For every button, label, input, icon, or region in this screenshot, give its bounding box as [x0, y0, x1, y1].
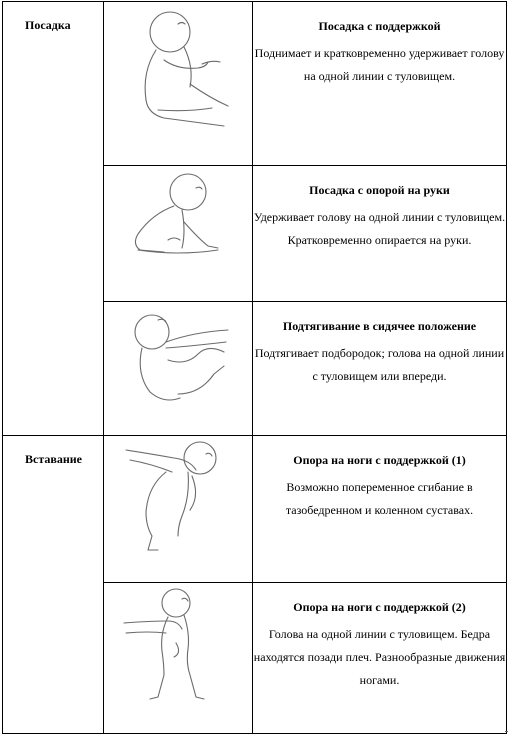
milestone-text: Подтягивает подбородок; голова на одной линии с туловищем или впереди. [254, 346, 505, 383]
motor-milestones-table [2, 1, 507, 734]
category-cell-sitting [3, 2, 104, 436]
description-cell [253, 302, 507, 436]
illustration-cell [104, 2, 253, 166]
milestone-title: Посадка с поддержкой [318, 19, 441, 33]
description-cell [253, 2, 507, 166]
category-label-standing: Вставание [25, 452, 83, 466]
baby-supported-standing-1-illustration [118, 436, 238, 556]
category-label-sitting: Посадка [25, 18, 71, 32]
baby-sitting-on-hands-illustration [118, 166, 238, 266]
corner-mark [505, 731, 508, 732]
milestone-title: Опора на ноги с поддержкой (2) [293, 600, 466, 614]
description-cell [253, 583, 507, 734]
milestone-title: Посадка с опорой на руки [309, 183, 450, 197]
milestone-text: Удерживает голову на одной линии с туловищем. Кратковременно опирается на руки. [253, 210, 506, 247]
description-cell [253, 436, 507, 583]
illustration-cell [104, 166, 253, 302]
milestone-title: Опора на ноги с поддержкой (1) [293, 453, 466, 467]
table-row [3, 2, 507, 166]
description-cell [253, 166, 507, 302]
category-cell-standing [3, 436, 104, 734]
baby-supported-sitting-illustration [118, 2, 238, 132]
table-row [3, 436, 507, 583]
milestone-text: Голова на одной линии с туловищем. Бедра находятся позади плеч. Разнообразные движения ногами. [253, 627, 506, 687]
illustration-cell [104, 583, 253, 734]
milestone-text: Возможно попеременное сгибание в тазобедренном и коленном суставах. [285, 480, 474, 517]
milestone-text: Поднимает и кратковременно удерживает голову на одной линии с туловищем. [254, 46, 505, 83]
illustration-cell [104, 302, 253, 436]
milestone-title: Подтягивание в сидячее положение [282, 319, 477, 333]
baby-pull-to-sit-illustration [118, 302, 238, 412]
baby-supported-standing-2-illustration [118, 583, 238, 713]
illustration-cell [104, 436, 253, 583]
